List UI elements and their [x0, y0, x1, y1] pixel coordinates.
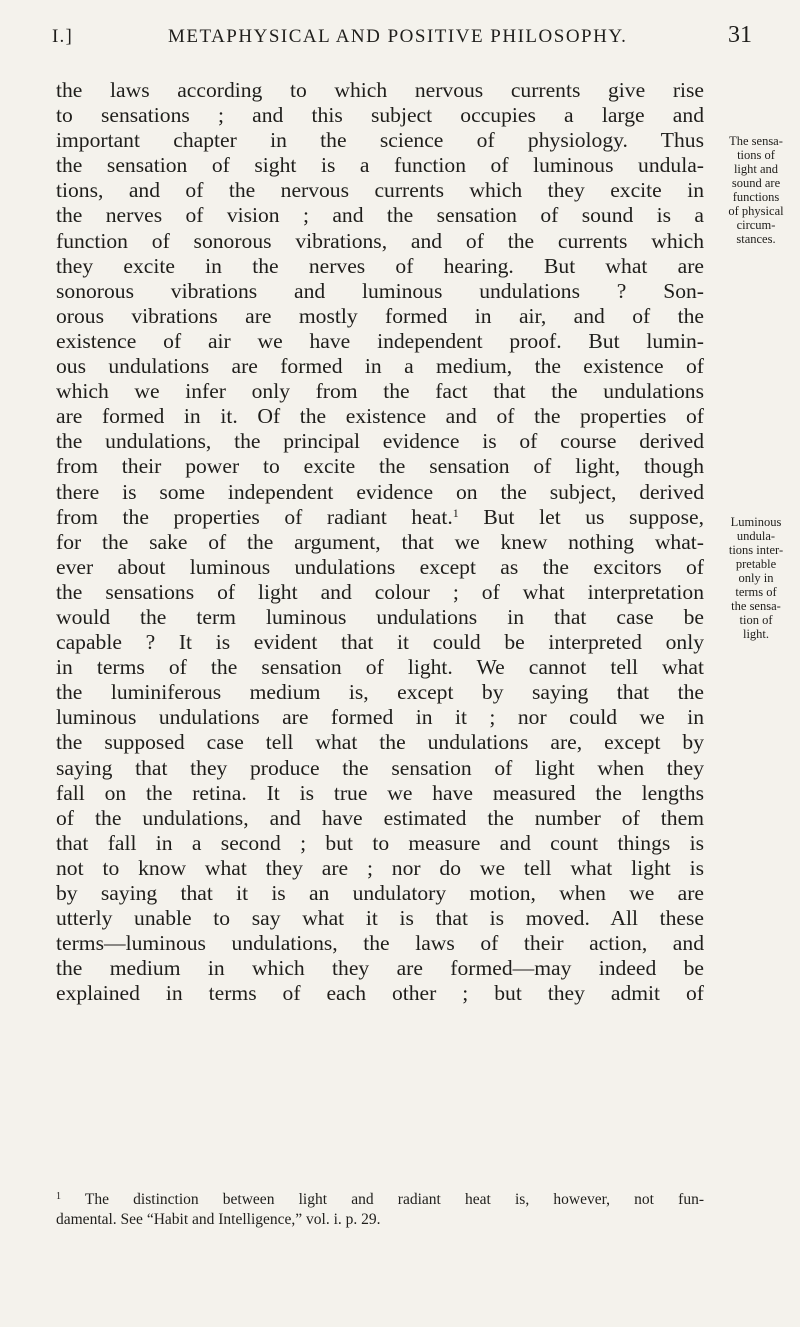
footnote-line: damental. See “Habit and Intelligence,” vol. i. p. 29.: [56, 1211, 381, 1228]
footnote: [56, 1190, 704, 1230]
sidenote-line: only in: [738, 571, 774, 585]
text-line-with-footnote-ref: [56, 505, 704, 530]
text-line: the nerves of vision ; and the sensation of sound is a: [56, 203, 704, 228]
sidenote-line: tions of: [737, 148, 775, 162]
sidenote-line: Luminous: [730, 515, 782, 529]
sidenote-line: undula-: [736, 529, 776, 543]
sidenote-luminous-undulations: [714, 515, 798, 641]
text-fragment: from the properties of radiant heat.: [56, 504, 453, 529]
running-header: [52, 18, 752, 52]
text-line: ever about luminous undulations except as the excitors of: [56, 554, 704, 579]
footnote-mark: 1: [56, 1191, 61, 1202]
running-title: METAPHYSICAL AND POSITIVE PHILOSOPHY.: [168, 26, 628, 47]
text-line: of the undulations, and have estimated the number of them: [56, 805, 704, 830]
text-line: saying that they produce the sensation of light when they: [56, 755, 704, 780]
text-line: luminous undulations are formed in it ; nor could we in: [56, 705, 704, 730]
text-line: tions, and of the nervous currents which they excite in: [56, 178, 704, 203]
text-line: terms—luminous undulations, the laws of their action, and: [56, 931, 704, 956]
body-text: [56, 78, 704, 1006]
footnote-text: The distinction between light and radiant heat is, however, not fun-: [61, 1191, 704, 1208]
sidenote-line: terms of: [735, 585, 777, 599]
text-line: orous vibrations are mostly formed in air, and of the: [56, 303, 704, 328]
text-line: fall on the retina. It is true we have measured the lengths: [56, 780, 704, 805]
sidenote-line: pretable: [735, 557, 777, 571]
sidenote-line: The sensa-: [729, 134, 783, 148]
text-line: existence of air we have independent proof. But lumin-: [56, 328, 704, 353]
text-line: ous undulations are formed in a medium, the existence of: [56, 354, 704, 379]
sidenote-line: light and: [733, 162, 779, 176]
text-line: there is some independent evidence on the subject, derived: [56, 479, 704, 504]
text-line: from their power to excite the sensation of light, though: [56, 454, 704, 479]
text-line: are formed in it. Of the existence and of the properties of: [56, 404, 704, 429]
text-line: by saying that it is an undulatory motion, when we are: [56, 881, 704, 905]
text-line: would the term luminous undulations in that case be: [56, 604, 704, 629]
text-line: the laws according to which nervous currents give rise: [56, 78, 704, 102]
chapter-marker: I.]: [52, 26, 74, 47]
text-line: important chapter in the science of physiology. Thus: [56, 128, 704, 153]
page-number: 31: [728, 22, 752, 48]
text-line: sonorous vibrations and luminous undulations ? Son-: [56, 278, 704, 303]
text-line: the sensation of sight is a function of luminous undula-: [56, 153, 704, 178]
sidenote-line: circum-: [736, 218, 776, 232]
text-line: the undulations, the principal evidence is of course derived: [56, 429, 704, 454]
sidenote-sensations: [714, 134, 798, 246]
sidenote-line: sound are: [731, 176, 781, 190]
sidenote-line: of physical: [728, 204, 784, 218]
text-line: function of sonorous vibrations, and of the currents which: [56, 228, 704, 253]
text-fragment: But let us suppose,: [458, 504, 704, 529]
sidenote-line: functions: [732, 190, 780, 204]
footnote-line: [56, 1190, 704, 1210]
text-line: capable ? It is evident that it could be interpreted only: [56, 630, 704, 655]
text-line: the luminiferous medium is, except by saying that the: [56, 680, 704, 705]
text-line: the sensations of light and colour ; of what interpretation: [56, 579, 704, 604]
text-line: the supposed case tell what the undulations are, except by: [56, 730, 704, 755]
text-line: to sensations ; and this subject occupies a large and: [56, 103, 704, 128]
text-line: in terms of the sensation of light. We cannot tell what: [56, 655, 704, 680]
footnote-reference[interactable]: 1: [452, 505, 459, 520]
text-line: which we infer only from the fact that the undulations: [56, 379, 704, 404]
text-line: not to know what they are ; nor do we tell what light is: [56, 855, 704, 880]
text-line: explained in terms of each other ; but they admit of: [56, 981, 704, 1006]
sidenote-line: light.: [742, 627, 770, 641]
text-line: that fall in a second ; but to measure and count things is: [56, 830, 704, 855]
text-line: utterly unable to say what it is that is moved. All these: [56, 906, 704, 931]
text-line: the medium in which they are formed—may indeed be: [56, 956, 704, 981]
text-line: they excite in the nerves of hearing. But what are: [56, 253, 704, 278]
sidenote-line: the sensa-: [731, 599, 781, 613]
sidenote-line: stances.: [736, 232, 776, 246]
text-line: for the sake of the argument, that we knew nothing what-: [56, 529, 704, 554]
sidenote-line: tions inter-: [728, 543, 784, 557]
sidenote-line: tion of: [739, 613, 773, 627]
